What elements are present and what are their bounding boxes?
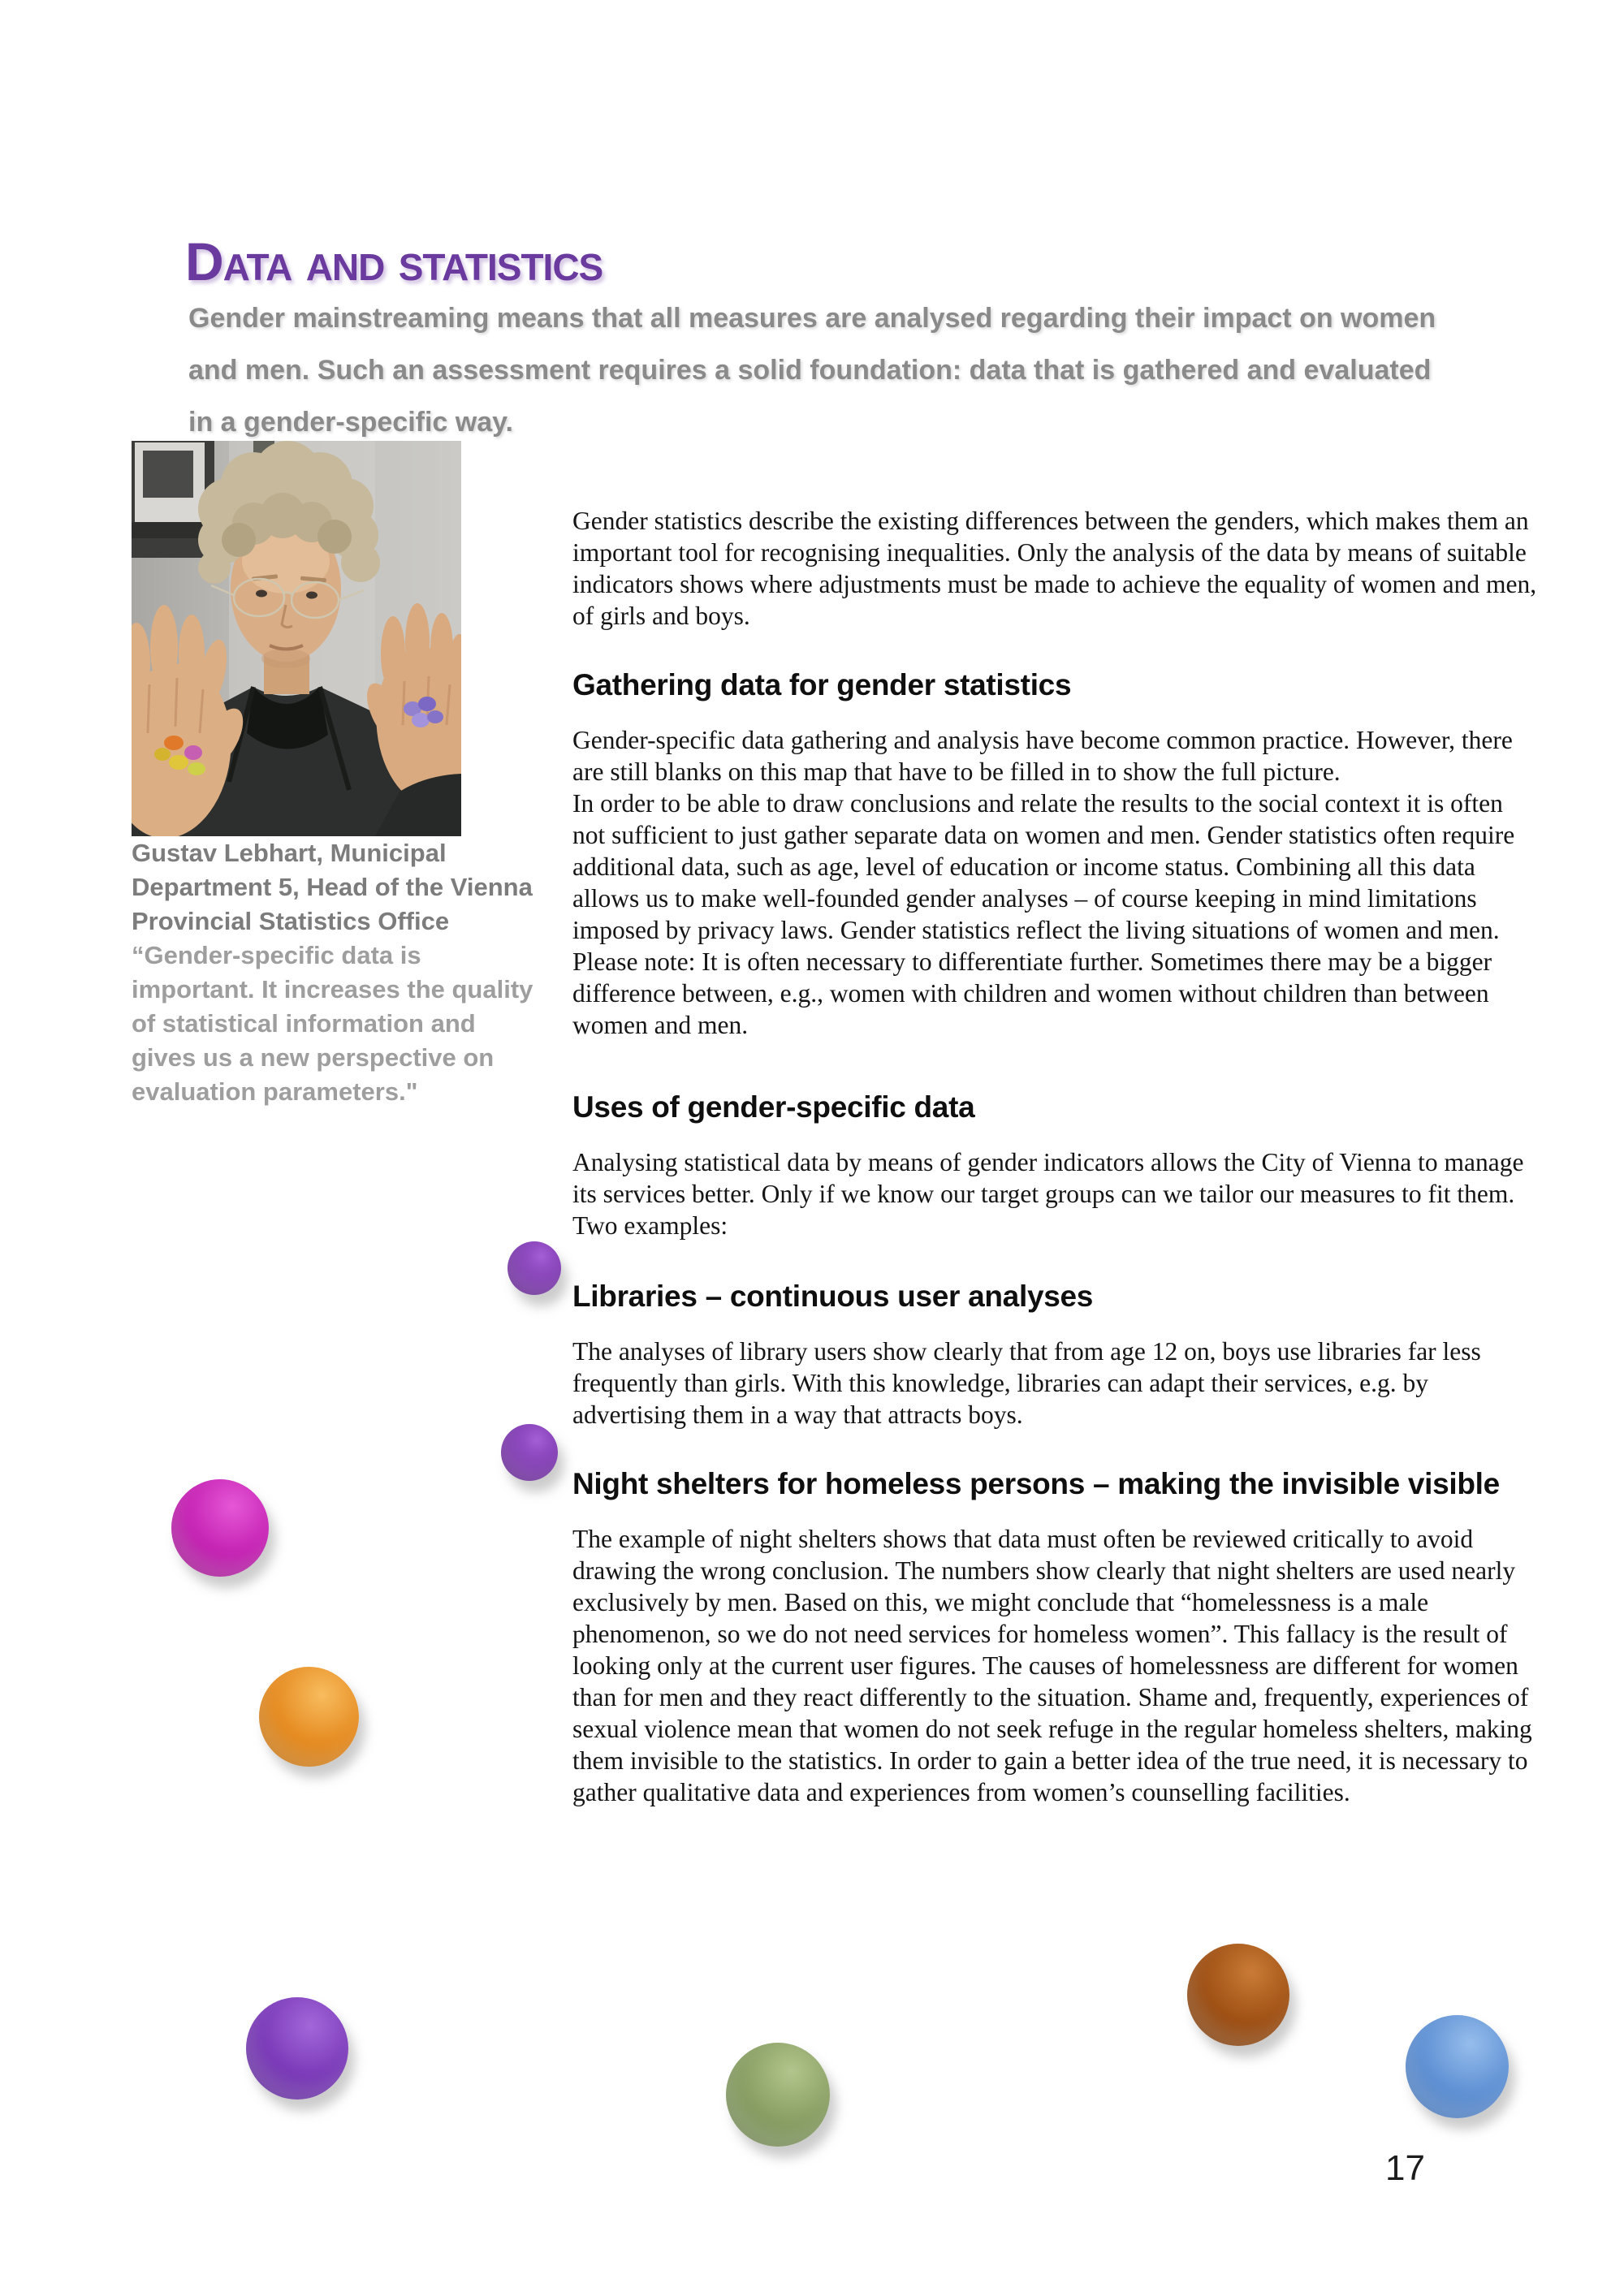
ball-green (726, 2043, 830, 2147)
heading-libraries: Libraries – continuous user analyses (572, 1280, 1094, 1313)
ball-purple-small-1 (508, 1241, 561, 1295)
paragraph-gathering-2: In order to be able to draw conclusions and relate the results to the social context it is often not sufficient to just gather separate data on women and men. Gender statistics often require additional data, such as age, level of education or income status. Combining all this data allows us to make well-founded gender analyses – of course keeping in mind limitations imposed by privacy laws. Gender statistics reflect the living situations of women and men. (572, 789, 1515, 944)
heading-night-shelters: Night shelters for homeless persons – making the invisible visible (572, 1467, 1500, 1500)
ball-magenta (171, 1479, 269, 1577)
paragraph-gender-statistics: Gender statistics describe the existing differences between the genders, which makes them an important tool for recognising inequalities. Only the analysis of the data by means of suitable indicators shows where adjustments must be made to achieve the equality of women and men, of girls and boys. (572, 507, 1537, 630)
page-title: Data and statistics (185, 231, 603, 292)
caption-name: Gustav Lebhart, Municipal Department 5, Head of the Vienna Provincial Statistics Office (132, 839, 533, 935)
paragraph-night-shelters: The example of night shelters shows that data must often be reviewed critically to avoid drawing the wrong conclusion. The numbers show clearly that night shelters are used nearly exclusively by men. Based on this, we might conclude that “homelessness is a male phenomenon, so we do not need services for homeless women”. This fallacy is the result of looking only at the current user figures. The causes of homelessness are different for women than for men and they react differently to the situation. Shame and, frequently, experiences of sexual violence mean that women do not seek refuge in the regular homeless shelters, making them invisible to the statistics. In order to gain a better idea of the true need, it is necessary to gather qualitative data and experiences from women’s counselling facilities. (572, 1525, 1532, 1806)
intro-paragraph: Gender mainstreaming means that all measures are analysed regarding their impact on women and men. Such an assessment requires a solid foundation: data that is gathered and evaluated in a gender-specific way. (188, 303, 1436, 438)
ball-brown (1187, 1944, 1289, 2046)
heading-uses: Uses of gender-specific data (572, 1090, 975, 1124)
paragraph-gathering-3: Please note: It is often necessary to differentiate further. Sometimes there may be a bigger difference between, e.g., women with children and women without children than between women and men. (572, 947, 1492, 1039)
ball-purple-large (246, 1997, 348, 2100)
heading-gathering-data: Gathering data for gender statistics (572, 668, 1072, 701)
paragraph-libraries: The analyses of library users show clearly that from age 12 on, boys use libraries far less frequently than girls. With this knowledge, libraries can adapt their services, e.g. by advertising them in a way that attracts boys. (572, 1337, 1481, 1429)
page-number: 17 (1385, 2148, 1425, 2188)
ball-orange (259, 1667, 359, 1767)
ball-blue (1406, 2015, 1509, 2118)
caption-quote: “Gender-specific data is important. It increases the quality of statistical information and gives us a new perspective on evaluation parameters." (132, 941, 533, 1106)
ball-purple-small-2 (501, 1424, 558, 1481)
paragraph-uses: Analysing statistical data by means of gender indicators allows the City of Vienna to manage its services better. Only if we know our target groups can we tailor our measures to fit them. Two examples: (572, 1148, 1524, 1240)
portrait-photo (132, 441, 461, 836)
photo-caption (132, 836, 538, 1109)
paragraph-gathering-1: Gender-specific data gathering and analysis have become common practice. However, there are still blanks on this map that have to be filled in to show the full picture. (572, 726, 1513, 786)
body-column (572, 505, 1539, 1808)
